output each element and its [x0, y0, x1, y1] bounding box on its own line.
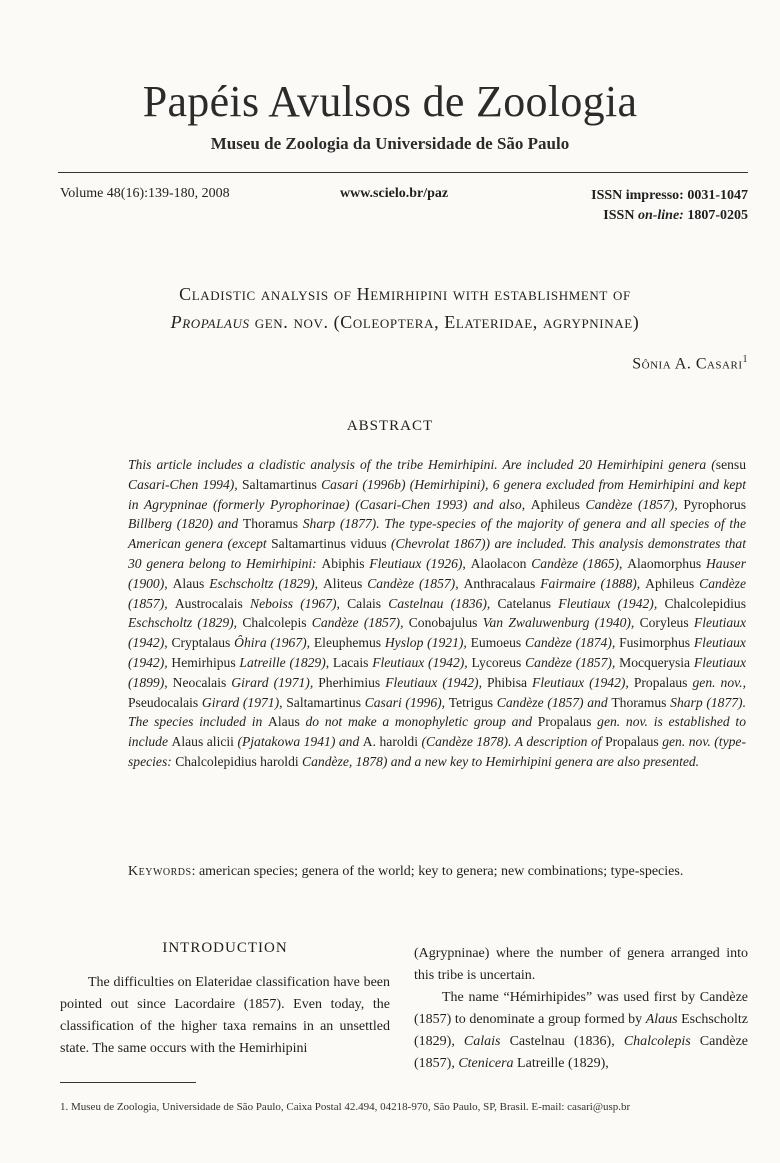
abstract-text: Candèze (1857), — [579, 496, 684, 512]
abstract-genus-name: Eumoeus — [470, 635, 522, 651]
abstract-genus-name: Alaus alicii — [171, 734, 234, 750]
abstract-genus-name: Neocalais — [172, 674, 227, 690]
abstract-text: Candèze (1865), — [526, 555, 628, 571]
abstract-genus-name: Chalcolepis — [242, 615, 307, 631]
abstract-genus-name: Austrocalais — [174, 595, 243, 611]
abstract-text: Fleutiaux (1942), — [128, 635, 746, 670]
abstract-genus-name: Aphileus — [530, 496, 580, 512]
issn-print: ISSN impresso: 0031-1047 — [591, 188, 748, 203]
abstract-genus-name: Hemirhipus — [171, 654, 236, 670]
abstract-genus-name: Saltamartinus — [242, 476, 317, 492]
abstract-genus-name: Fusimorphus — [619, 635, 691, 651]
abstract-text: Sharp (1877). The type-species of the majority of genera and all species of the American genera (except — [128, 516, 746, 552]
keywords: Keywords: american species; genera of the world; key to genera; new combinations; type-species. — [128, 864, 684, 879]
abstract-genus-name: Tetrigus — [448, 694, 494, 710]
abstract-text: Fleutiaux (1942), — [527, 674, 634, 690]
abstract-text: Casari (1996), — [361, 694, 449, 710]
abstract-text: Neboiss (1967), — [242, 595, 348, 611]
abstract-genus-name: Propalaus — [537, 714, 592, 730]
abstract-genus-name: Pseudocalais — [128, 694, 199, 710]
abstract-genus-name: Thoramus — [611, 694, 667, 710]
abstract-genus-name: Alaolacon — [470, 555, 527, 571]
abstract-text: Ôhira (1967), — [230, 635, 314, 651]
abstract-text: Casari-Chen 1994), — [128, 476, 242, 492]
abstract-text: Hyslop (1921), — [381, 635, 471, 651]
abstract-text: Candèze (1857), — [128, 575, 746, 611]
abstract-text: Candèze (1874), — [521, 635, 620, 651]
abstract-genus-name: Chalcolepidius haroldi — [175, 753, 299, 769]
abstract-genus-name: Pherhimius — [318, 674, 381, 690]
abstract-text: Girard (1971), — [198, 694, 287, 710]
abstract-genus-name: A. haroldi — [362, 734, 418, 750]
abstract-genus-name: Propalaus — [605, 734, 659, 750]
abstract-text: gen. nov. (type-species: — [128, 734, 746, 769]
abstract-text: do not make a monophyletic group and — [299, 714, 538, 730]
journal-subtitle: Museu de Zoologia da Universidade de São Paulo — [210, 134, 570, 153]
abstract-text: Latreille (1829), — [235, 654, 333, 670]
abstract-text: Fleutiaux (1942), — [128, 615, 746, 651]
abstract-text: Candèze (1857), — [362, 575, 464, 591]
abstract-text: Candèze, 1878) and a new key to Hemirhipini genera are also presented. — [298, 753, 700, 769]
abstract-genus-name: Alaus — [268, 714, 300, 730]
intro-genus-name: Ctenicera — [458, 1056, 514, 1071]
abstract-genus-name: Aphileus — [645, 575, 695, 591]
intro-text: Candèze (1857), — [414, 1034, 748, 1071]
abstract-text: Billberg (1820) and — [128, 516, 243, 532]
author-name: Sônia A. Casari$^1$ — [632, 354, 748, 373]
abstract-genus-name: Mocquerysia — [619, 654, 691, 670]
abstract-genus-name: Alaus — [172, 575, 205, 591]
intro-text: Castelnau (1836), — [500, 1034, 624, 1049]
abstract-heading: ABSTRACT — [346, 418, 434, 434]
abstract-genus-name: Pyrophorus — [683, 496, 746, 512]
intro-genus-name: Alaus — [645, 1012, 678, 1027]
abstract-genus-name: Propalaus — [633, 674, 688, 690]
abstract-text: (Pjatakowa 1941) and — [233, 734, 363, 750]
abstract-text: (Chevrolat 1867)) are included. This analysis demonstrates that 30 genera belong to Hemirhipini: — [128, 536, 747, 571]
abstract-genus-name: Conobajulus — [408, 615, 478, 631]
abstract-text: Casari (1996b) (Hemirhipini), 6 genera excluded from Hemirhipini and kept in Agrypninae (formerly Pyrophorinae) (Casari-Chen 1993) and also, — [128, 476, 746, 512]
article-title-line1: Cladistic analysis of Hemirhipini with establishment of — [179, 284, 631, 304]
intro-right-continuation: (Agrypninae) where the number of genera arranged into this tribe is uncertain. — [414, 946, 748, 983]
abstract-text: gen. nov. is established to include — [128, 714, 746, 750]
abstract-text: (Candèze 1878). A description of — [418, 734, 606, 750]
abstract-text: Candèze (1857), — [521, 654, 620, 670]
abstract-genus-name: Chalcolepidius — [664, 595, 746, 611]
intro-text: Latreille (1829), — [513, 1056, 609, 1071]
abstract-genus-name: Saltamartinus viduus — [271, 536, 387, 552]
abstract-genus-name: Lycoreus — [471, 654, 522, 670]
abstract-text: Castelnau (1836), — [381, 595, 498, 611]
abstract-genus-name: Coryleus — [639, 615, 689, 631]
header-rule — [58, 172, 748, 173]
abstract-genus-name: Eleuphemus — [313, 635, 382, 651]
intro-left-column: The difficulties on Elateridae classification have been pointed out since Lacordaire (1857). Even today, the classification of the higher taxa remains in an unsettled state. The same occurs with the Hemirhipini — [60, 975, 390, 1056]
abstract-text: Hauser (1900), — [128, 555, 746, 591]
journal-title: Papéis Avulsos de Zoologia — [142, 77, 638, 126]
abstract-text: Girard (1971), — [226, 674, 319, 690]
abstract-text: Eschscholtz (1829), — [128, 615, 243, 631]
abstract-text: Fleutiaux (1942), — [551, 595, 665, 611]
abstract-text: Fleutiaux (1942), — [368, 654, 472, 670]
footnote: 1. Museu de Zoologia, Universidade de São Paulo, Caixa Postal 42.494, 04218-970, São Paulo, SP, Brasil. E-mail: casari@usp.br — [60, 1101, 631, 1113]
introduction-heading: INTRODUCTION — [162, 940, 288, 956]
intro-right-paragraph — [414, 987, 748, 1075]
abstract-text: Fairmaire (1888), — [535, 575, 646, 591]
intro-text: The name “Hémirhipides” was used first by Candèze (1857) to denominate a group formed by — [414, 990, 748, 1027]
abstract-text: Fleutiaux (1899), — [128, 654, 746, 690]
abstract-text: Fleutiaux (1942), — [380, 674, 487, 690]
abstract-text: Fleutiaux (1926), — [364, 555, 471, 571]
intro-genus-name: Calais — [463, 1034, 501, 1049]
abstract-genus-name: Saltamartinus — [286, 694, 361, 710]
abstract-genus-name: Lacais — [332, 654, 369, 670]
article-title-line2: Propalaus gen. nov. (Coleoptera, Elateridae, agrypninae) — [170, 312, 640, 332]
footnote-rule — [60, 1082, 196, 1083]
abstract-genus-name: Abiphis — [321, 555, 365, 571]
abstract-text: This article includes a cladistic analysis of the tribe Hemirhipini. Are included 20 Hemirhipini genera ( — [128, 457, 716, 472]
abstract-text: Van Zwaluwenburg (1940), — [477, 615, 640, 631]
abstract-text: Candèze (1857), — [306, 615, 409, 631]
article-title — [60, 280, 750, 336]
abstract-genus-name: Thoramus — [242, 516, 299, 532]
abstract-genus-name: Catelanus — [497, 595, 552, 611]
abstract-text: Sharp (1877). The species included in — [128, 694, 746, 730]
journal-url[interactable]: www.scielo.br/paz — [340, 186, 449, 201]
abstract-genus-name: Alaomorphus — [627, 555, 702, 571]
abstract-genus-name: Cryptalaus — [171, 635, 231, 651]
abstract-genus-name: Calais — [347, 595, 382, 611]
abstract-genus-name: Aliteus — [322, 575, 363, 591]
intro-text: Eschscholtz (1829), — [414, 1012, 748, 1049]
abstract-text: Candèze (1857) and — [493, 694, 612, 710]
abstract-body — [128, 455, 746, 772]
abstract-text: gen. nov., — [687, 674, 746, 690]
abstract-genus-name: Anthracalaus — [463, 575, 536, 591]
abstract-text: Eschscholtz (1829), — [204, 575, 323, 591]
intro-genus-name: Chalcolepis — [623, 1034, 691, 1049]
abstract-genus-name: Phibisa — [487, 674, 528, 690]
issn-block — [591, 186, 748, 226]
volume-info: Volume 48(16):139-180, 2008 — [60, 186, 230, 201]
issn-online: ISSN on-line: 1807-0205 — [603, 208, 748, 223]
abstract-genus-name: sensu — [715, 457, 746, 472]
